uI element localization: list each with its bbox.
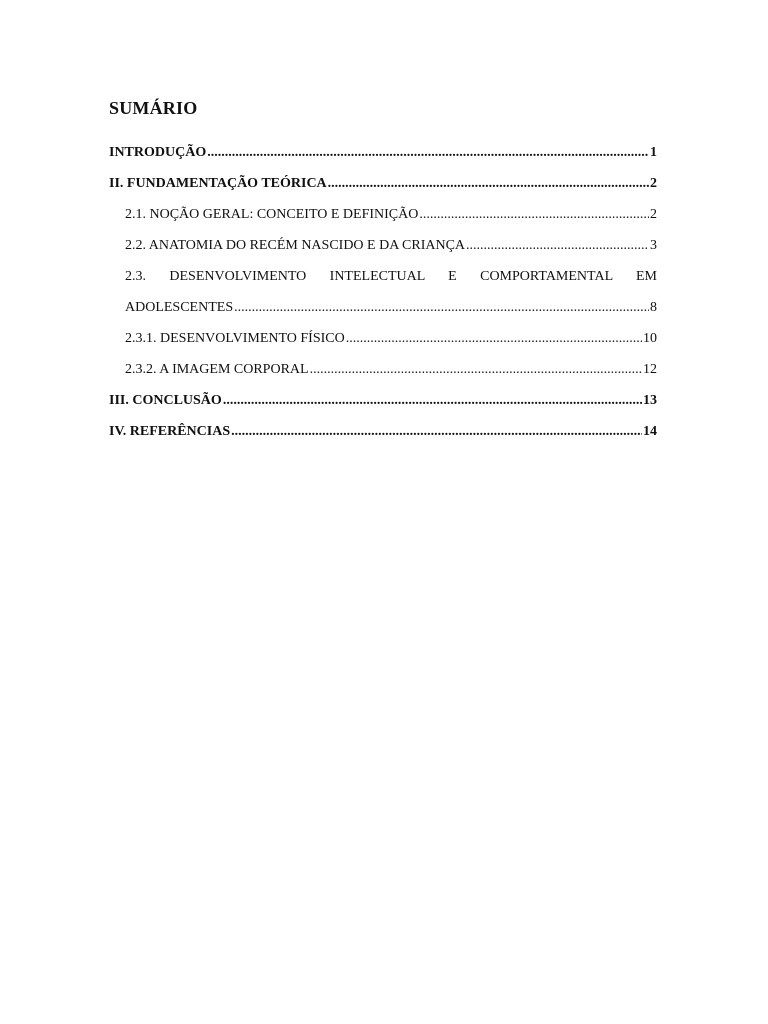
toc-entry-page: 14 (643, 424, 657, 439)
toc-entry-label: II. FUNDAMENTAÇÃO TEÓRICA (109, 176, 327, 191)
toc-entry-page: 8 (650, 300, 657, 315)
toc-entry-anatomia[interactable] (109, 236, 657, 256)
dot-leader (223, 391, 642, 411)
toc-entry-label: 2.3.1. DESENVOLVIMENTO FÍSICO (125, 331, 345, 346)
toc-entry-page: 13 (643, 393, 657, 408)
dot-leader (231, 422, 642, 442)
toc-entry-page: 2 (650, 207, 657, 222)
toc-entry-label-line1: 2.3. DESENVOLVIMENTO INTELECTUAL E COMPORTAMENTAL EM (125, 269, 657, 284)
dot-leader (310, 360, 642, 380)
dot-leader (466, 236, 649, 256)
toc-entry-label-line2: ADOLESCENTES (125, 300, 234, 315)
toc-entry-imagem-corporal[interactable] (109, 360, 657, 380)
dot-leader (234, 298, 649, 318)
toc-entry-label: IV. REFERÊNCIAS (109, 424, 231, 439)
toc-entry-label: 2.2. ANATOMIA DO RECÉM NASCIDO E DA CRIANÇA (125, 238, 466, 253)
toc-entry-desenvolvimento-fisico[interactable] (109, 329, 657, 349)
toc-entry-page: 10 (643, 331, 657, 346)
toc-entry-label: 2.1. NOÇÃO GERAL: CONCEITO E DEFINIÇÃO (125, 207, 419, 222)
toc-entry-page: 2 (650, 176, 657, 191)
toc-entry-page: 1 (650, 145, 657, 160)
dot-leader (207, 143, 649, 163)
toc-entry-conclusao[interactable] (109, 391, 657, 411)
toc-entry-nocao-geral[interactable] (109, 205, 657, 225)
page-title: SUMÁRIO (109, 98, 198, 118)
toc-entry-label: III. CONCLUSÃO (109, 393, 222, 408)
toc-entry-label: 2.3.2. A IMAGEM CORPORAL (125, 362, 309, 377)
toc-entry-page: 3 (650, 238, 657, 253)
toc-entry-label: INTRODUÇÃO (109, 145, 207, 160)
table-of-contents (109, 143, 657, 453)
dot-leader (419, 205, 649, 225)
dot-leader (328, 174, 649, 194)
toc-entry-referencias[interactable] (109, 422, 657, 442)
toc-entry-introducao[interactable] (109, 143, 657, 163)
toc-entry-desenvolvimento-intelectual[interactable] (109, 267, 657, 318)
dot-leader (346, 329, 642, 349)
toc-entry-page: 12 (643, 362, 657, 377)
toc-entry-fundamentacao[interactable] (109, 174, 657, 194)
